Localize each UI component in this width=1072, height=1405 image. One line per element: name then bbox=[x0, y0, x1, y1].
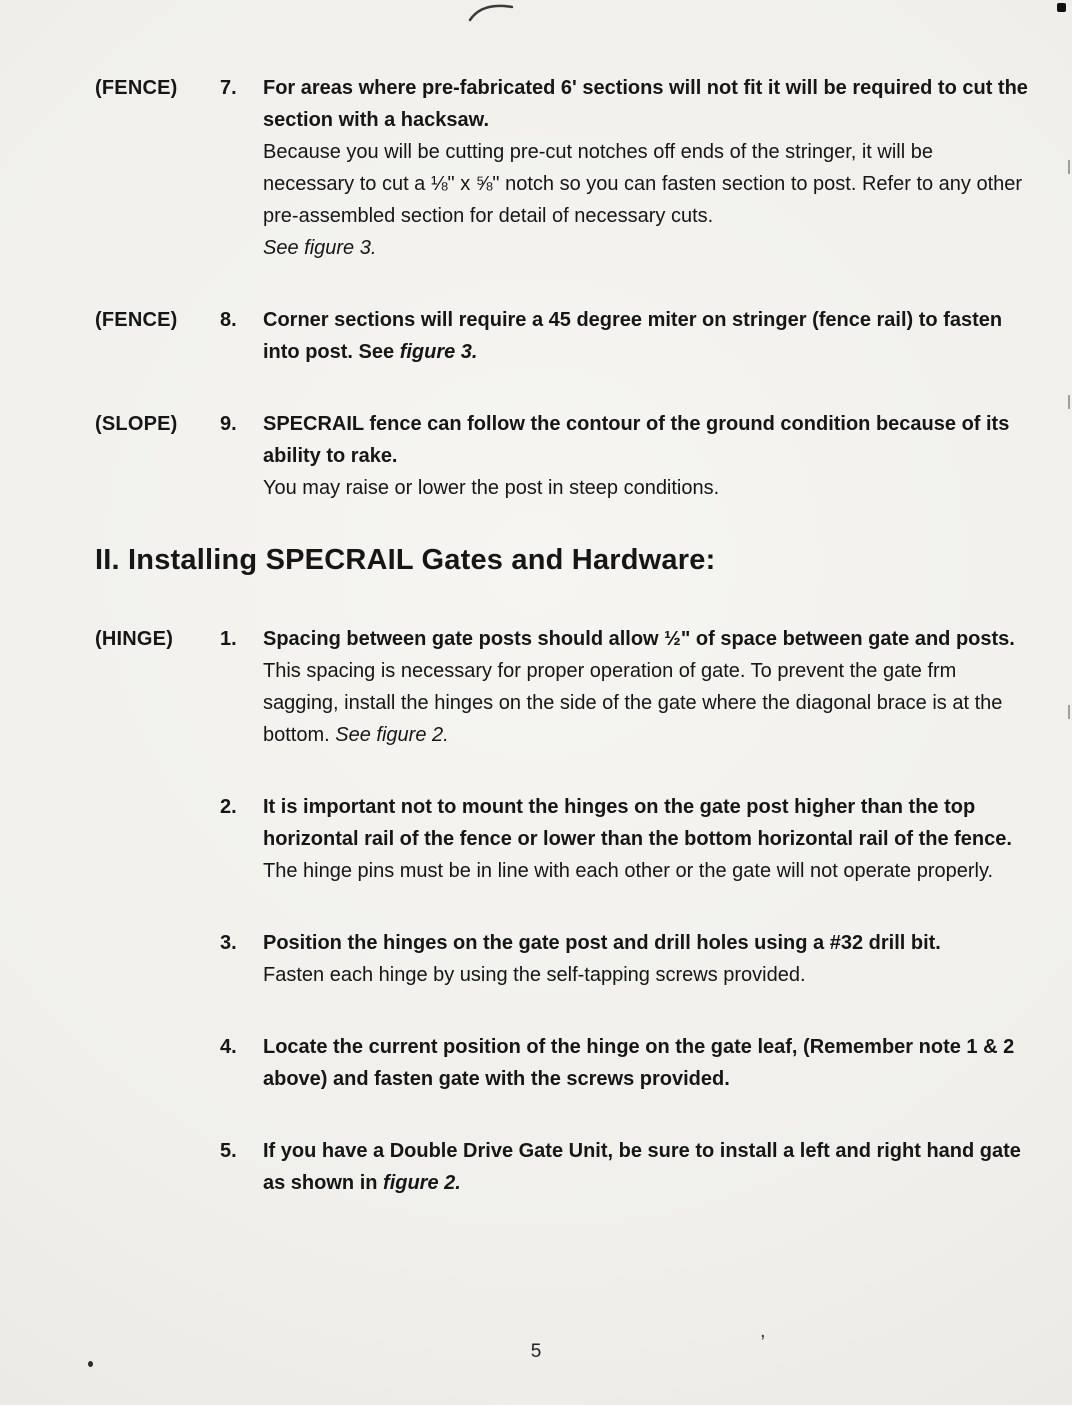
text-segment: The hinge pins must be in line with each other or the gate will not operate properly. bbox=[263, 860, 994, 882]
instruction-item bbox=[95, 927, 1028, 991]
item-paragraph bbox=[263, 791, 1028, 855]
item-text bbox=[263, 304, 1028, 368]
item-text bbox=[263, 1031, 1028, 1095]
item-paragraph bbox=[263, 72, 1028, 136]
text-segment: Locate the current position of the hinge on the gate leaf, (Remember note 1 & 2 above) and fasten gate with the screws provided. bbox=[263, 1036, 1015, 1090]
item-text bbox=[263, 72, 1028, 264]
item-label: (SLOPE) bbox=[95, 413, 178, 435]
page-footer bbox=[0, 1341, 1072, 1363]
text-segment: If you have a Double Drive Gate Unit, be sure to install a left and right hand gate as shown in bbox=[263, 1140, 1021, 1194]
item-paragraph bbox=[263, 959, 1028, 991]
item-number: 4. bbox=[220, 1036, 237, 1058]
instruction-item bbox=[95, 72, 1028, 264]
item-number: 9. bbox=[220, 413, 237, 435]
scan-artifact-dot bbox=[1057, 3, 1066, 12]
item-number: 8. bbox=[220, 309, 237, 331]
item-label: (FENCE) bbox=[95, 309, 178, 331]
text-segment: It is important not to mount the hinges on the gate post higher than the top horizontal rail of the fence or lower than the bottom horizontal rail of the fence. bbox=[263, 796, 1012, 850]
item-text bbox=[263, 623, 1028, 751]
instruction-item bbox=[95, 623, 1028, 751]
item-text bbox=[263, 791, 1028, 887]
instruction-sections bbox=[95, 72, 1028, 1199]
item-paragraph bbox=[263, 136, 1028, 232]
instruction-item bbox=[95, 1031, 1028, 1095]
item-label: (FENCE) bbox=[95, 77, 178, 99]
item-paragraph bbox=[263, 232, 1028, 264]
item-number: 3. bbox=[220, 932, 237, 954]
item-number: 2. bbox=[220, 796, 237, 818]
instruction-item bbox=[95, 304, 1028, 368]
text-segment: This spacing is necessary for proper operation of gate. To prevent the gate frm sagging, install the hinges on the side of the gate where the diagonal brace is at the bottom. bbox=[263, 660, 1003, 746]
instruction-item bbox=[95, 791, 1028, 887]
text-segment: Spacing between gate posts should allow ½" of space between gate and posts. bbox=[263, 628, 1015, 650]
item-text bbox=[263, 408, 1028, 504]
text-segment: See figure 2. bbox=[335, 724, 449, 746]
text-segment: See figure 3. bbox=[263, 237, 377, 259]
item-number: 1. bbox=[220, 628, 237, 650]
text-segment: Corner sections will require a 45 degree miter on stringer (fence rail) to fasten into post. See bbox=[263, 309, 1003, 363]
item-paragraph bbox=[263, 304, 1028, 368]
section-heading: II. Installing SPECRAIL Gates and Hardware: bbox=[95, 544, 716, 576]
item-text bbox=[263, 1135, 1028, 1199]
document-content bbox=[0, 72, 1072, 1239]
scan-artifact-mark: , bbox=[760, 1320, 766, 1342]
text-segment: For areas where pre-fabricated 6' sections will not fit it will be required to cut the section with a hacksaw. bbox=[263, 77, 1028, 131]
item-label bbox=[95, 927, 220, 991]
item-label bbox=[95, 1135, 220, 1199]
text-segment: SPECRAIL fence can follow the contour of the ground condition because of its ability to rake. bbox=[263, 413, 1010, 467]
instruction-item bbox=[95, 1135, 1028, 1199]
text-segment: Because you will be cutting pre-cut notches off ends of the stringer, it will be necessary to cut a ⅛" x ⅝" notch so you can fasten section to post. Refer to any other pre-assembled section for detail of necessary cuts. bbox=[263, 141, 1023, 227]
item-number: 5. bbox=[220, 1140, 237, 1162]
item-label bbox=[95, 791, 220, 887]
scan-artifact-curve bbox=[468, 0, 538, 22]
item-paragraph bbox=[263, 472, 1028, 504]
item-paragraph bbox=[263, 855, 1028, 887]
item-text bbox=[263, 927, 1028, 991]
item-paragraph bbox=[263, 408, 1028, 472]
text-segment: Position the hinges on the gate post and drill holes using a #32 drill bit. bbox=[263, 932, 941, 954]
text-segment: You may raise or lower the post in steep conditions. bbox=[263, 477, 720, 499]
item-paragraph bbox=[263, 1135, 1028, 1199]
item-number: 7. bbox=[220, 77, 237, 99]
item-paragraph bbox=[263, 927, 1028, 959]
text-segment: Fasten each hinge by using the self-tapping screws provided. bbox=[263, 964, 806, 986]
item-paragraph bbox=[263, 1031, 1028, 1095]
item-label bbox=[95, 1031, 220, 1095]
instruction-item bbox=[95, 408, 1028, 504]
text-segment: figure 3. bbox=[399, 341, 478, 363]
item-label: (HINGE) bbox=[95, 628, 174, 650]
item-paragraph bbox=[263, 655, 1028, 751]
page-number: 5 bbox=[530, 1341, 542, 1362]
item-paragraph bbox=[263, 623, 1028, 655]
text-segment: figure 2. bbox=[383, 1172, 461, 1194]
